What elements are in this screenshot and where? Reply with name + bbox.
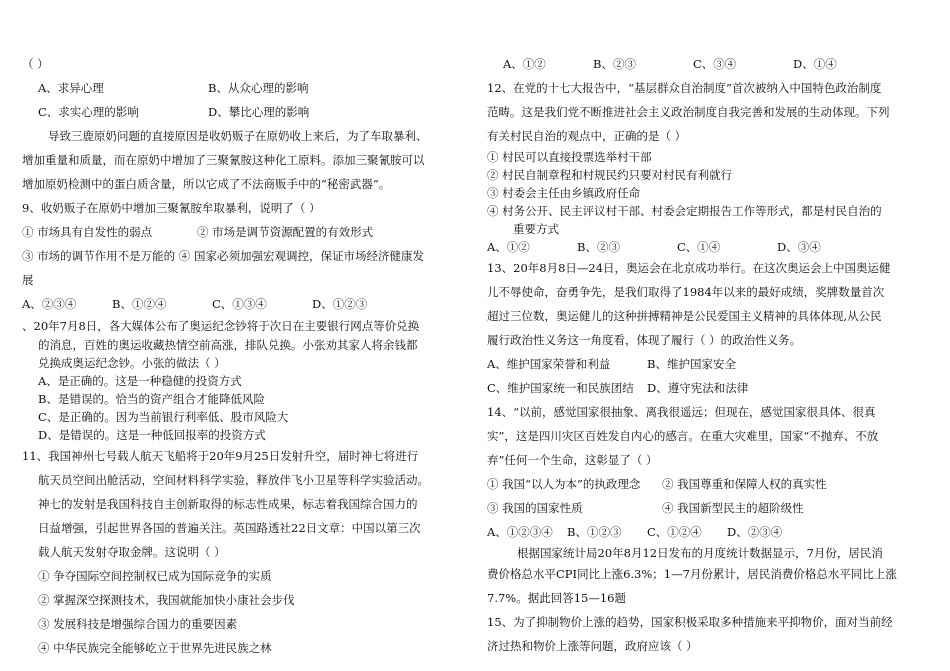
option-c: C、维护国家统一和民族团结 xyxy=(487,381,634,395)
question-13-line-1: 13、20年8月8日—24日，奥运会在北京成功举行。在这次奥运会上中国奥运健 xyxy=(487,261,891,275)
option-d: D、①②③ xyxy=(312,297,368,311)
question-9-stem: 9、收奶贩子在原奶中增加三聚氰胺牟取暴利，说明了（ ） xyxy=(22,201,321,215)
question-11-line-4: 日益增强，引起世界各国的普遍关注。英国路透社22日文章：中国以第三次 xyxy=(38,521,421,535)
question-11-statement-2: ② 掌握深空探测技术，我国就能加快小康社会步伐 xyxy=(38,593,295,607)
question-9-statements-row-1 xyxy=(22,220,462,244)
question-8-options-row-1 xyxy=(22,76,462,100)
statement-1: ① 我国“以人为本”的执政理念 xyxy=(487,477,641,491)
question-11-statement-1: ① 争夺国际空间控制权已成为国际竞争的实质 xyxy=(38,569,272,583)
question-13-line-2: 儿不辱使命，奋勇争先，是我们取得了1984年以来的最好成绩，奖牌数量首次 xyxy=(487,285,885,299)
option-a: A、①② xyxy=(487,240,530,254)
question-10-line-2: 的消息，百姓的奥运收藏热情空前高涨，排队兑换。小张劝其家人将余钱都 xyxy=(38,338,418,352)
question-10-option-d: D、是错误的。这是一种低回报率的投资方式 xyxy=(38,428,266,442)
question-12-line-3: 有关村民自治的观点中，正确的是（ ） xyxy=(487,129,687,143)
option-b: B、①②④ xyxy=(112,297,167,311)
question-14-statements-row-2 xyxy=(487,496,933,520)
option-c: C、①③④ xyxy=(212,297,267,311)
option-c: C、求实心理的影响 xyxy=(38,105,139,119)
option-c: C、①②④ xyxy=(647,525,702,539)
passage-line-3: 增加原奶检测中的蛋白质含量，所以它成了不法商贩手中的“秘密武器”。 xyxy=(22,177,391,191)
question-13-line-3: 超过三位数，奥运健儿的这种拼搏精神是公民爱国主义精神的具体体现,从公民 xyxy=(487,309,882,323)
right-column xyxy=(487,52,933,658)
question-12-statement-4-cont: 重要方式 xyxy=(513,222,559,236)
question-15-line-1: 15、为了抑制物价上涨的趋势，国家积极采取多种措施来平抑物价，面对当前经 xyxy=(487,615,893,629)
statement-2: ② 市场是调节资源配置的有效形式 xyxy=(197,225,374,239)
option-a: A、①②③④ xyxy=(487,525,553,539)
option-a: A、②③④ xyxy=(22,297,77,311)
option-b: B、从众心理的影响 xyxy=(208,81,309,95)
statement-4: ④ 我国新型民主的超阶级性 xyxy=(662,501,804,515)
question-10-option-a: A、是正确的。这是一种稳健的投资方式 xyxy=(38,374,242,388)
question-10-option-b: B、是错误的。恰当的资产组合才能降低风险 xyxy=(38,392,265,406)
option-c: C、③④ xyxy=(693,57,737,71)
option-d: D、③④ xyxy=(777,240,821,254)
option-a: A、①② xyxy=(503,57,546,71)
question-12-line-1: 12、在党的十七大报告中，“基层群众自治制度”首次被纳入中国特色政治制度 xyxy=(487,81,882,95)
passage-2-line-2: 费价格总水平CPI同比上涨6.3%；1—7月份累计，居民消费价格总水平同比上涨 xyxy=(487,567,897,581)
question-11-line-3: 神七的发射是我国科技自主创新取得的标志性成果，标志着我国综合国力的 xyxy=(38,497,418,511)
option-d: D、遵守宪法和法律 xyxy=(647,381,749,395)
question-13-options-row-2 xyxy=(487,376,933,400)
passage-line-2: 增加重量和质量，而在原奶中增加了三聚氰胺这种化工原料。添加三聚氰胺可以 xyxy=(22,153,425,167)
option-c: C、①④ xyxy=(677,240,721,254)
question-9-statements-row-2-cont: 展 xyxy=(22,273,34,287)
option-b: B、②③ xyxy=(577,240,620,254)
passage-2-line-1: 根据国家统计局20年8月12日发布的月度统计数据显示，7月份，居民消 xyxy=(517,546,883,560)
option-d: D、①④ xyxy=(793,57,837,71)
question-10-option-c: C、是正确的。因为当前银行利率低、股市风险大 xyxy=(38,410,289,424)
question-14-statements-row-1 xyxy=(487,472,933,496)
question-9-statements-row-2: ③ 市场的调节作用不是万能的 ④ 国家必须加强宏观调控，保证市场经济健康发 xyxy=(22,249,424,263)
question-10-line-3: 兑换成奥运纪念钞。小张的做法（ ） xyxy=(38,356,226,370)
question-12-statement-2: ② 村民自制章程和村规民约只要对村民有利就行 xyxy=(487,168,733,182)
question-14-line-3: 弃”任何一个生命，这彰显了（ ） xyxy=(487,453,658,467)
option-d: D、攀比心理的影响 xyxy=(208,105,310,119)
option-b: B、①②③ xyxy=(567,525,622,539)
passage-2-line-3: 7.7%。据此回答15—16题 xyxy=(487,591,626,605)
question-13-line-4: 履行政治性义务这一角度看，体现了履行（ ）的政治性义务。 xyxy=(487,333,802,347)
passage-line-1: 导致三鹿原奶问题的直接原因是收奶贩子在原奶收上来后，为了车取暴利、 xyxy=(48,129,428,143)
question-10-line-1: 、20年7月8日，各大媒体公布了奥运纪念钞将于次日在主要银行网点等价兑换 xyxy=(22,319,420,333)
statement-3: ③ 我国的国家性质 xyxy=(487,501,583,515)
question-14-line-2: 实”，这是四川灾区百姓发自内心的感言。在重大灾难里，国家“不抛弃、不放 xyxy=(487,429,879,443)
left-column xyxy=(22,52,462,660)
option-b: B、②③ xyxy=(593,57,636,71)
question-9-options xyxy=(22,292,462,316)
option-a: A、求异心理 xyxy=(38,81,104,95)
option-d: D、②③④ xyxy=(727,525,783,539)
option-a: A、维护国家荣誉和利益 xyxy=(487,357,611,371)
question-12-statement-1: ① 村民可以直接投票选举村干部 xyxy=(487,150,652,164)
statement-1: ① 市场具有自发性的弱点 xyxy=(22,225,153,239)
question-8-options-row-2 xyxy=(22,100,462,124)
question-11-statement-3: ③ 发展科技是增强综合国力的重要因素 xyxy=(38,617,238,631)
question-11-line-5: 载人航天发射夺取金牌。这说明（ ） xyxy=(38,545,226,559)
question-14-line-1: 14、“以前，感觉国家很抽象、离我很遥远；但现在，感觉国家很具体、很真 xyxy=(487,405,876,419)
question-15-line-2: 济过热和物价上涨等问题，政府应该（ ） xyxy=(487,639,698,653)
question-11-options xyxy=(487,52,933,76)
statement-2: ② 我国尊重和保障人权的真实性 xyxy=(662,477,827,491)
question-11-line-2: 航天员空间出舱活动，空间材料科学实验，释放伴飞小卫星等科学实验活动。 xyxy=(38,473,429,487)
question-12-line-2: 范畴。这是我们党不断推进社会主义政治制度自我完善和发展的生动体现。下列 xyxy=(487,105,890,119)
question-13-options-row-1 xyxy=(487,352,933,376)
question-12-statement-3: ③ 村委会主任由乡镇政府任命 xyxy=(487,186,641,200)
question-12-statement-4: ④ 村务公开、民主评议村干部、村委会定期报告工作等形式，都是村民自治的 xyxy=(487,204,882,218)
option-b: B、维护国家安全 xyxy=(647,357,736,371)
question-11-line-1: 11、我国神州七号载人航天飞船将于20年9月25日发射升空，届时神七将进行 xyxy=(22,449,419,463)
question-14-options xyxy=(487,520,933,544)
question-11-statement-4: ④ 中华民族完全能够屹立于世界先进民族之林 xyxy=(38,641,272,655)
question-12-options xyxy=(487,238,933,256)
answer-blank: （ ） xyxy=(22,57,49,71)
